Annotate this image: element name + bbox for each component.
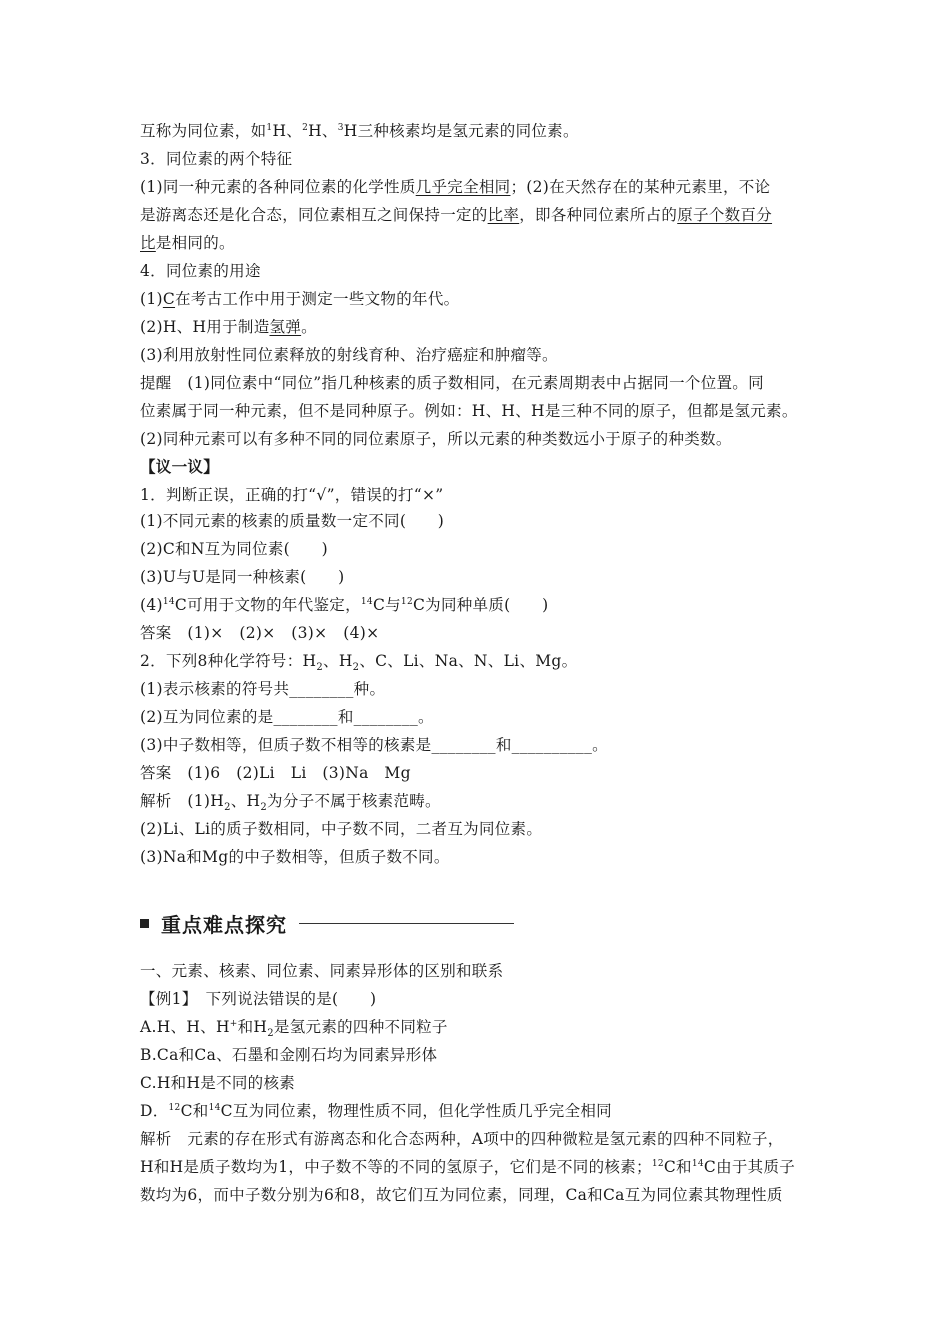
question-item: (2)互为同位素的是________和________。: [140, 708, 434, 726]
question-item: (3)中子数相等，但质子数不相等的核素是________和__________。: [140, 736, 608, 754]
discussion-heading: 【议一议】: [140, 457, 220, 476]
option-c: C.H和H是不同的核素: [140, 1074, 296, 1092]
underlined-answer: 氢弹: [269, 318, 302, 336]
text-line: (2)H、H用于制造氢弹。: [140, 318, 317, 336]
analysis-text: 解析 $(1)H_2$、$H_2$为分子不属于核素范畴。: [140, 792, 441, 814]
question-item: (1)不同元素的核素的质量数一定不同( ): [140, 512, 445, 530]
divider: [299, 923, 514, 924]
square-bullet-icon: [140, 919, 149, 928]
text-line: (3)利用放射性同位素释放的射线育种、治疗癌症和肿瘤等。: [140, 346, 558, 364]
text-line: 是游离态还是化合态，同位素相互之间保持一定的比率，即各种同位素所占的原子个数百分: [140, 206, 773, 224]
text-line: 比是相同的。: [140, 234, 235, 252]
answer-text: 答案 (1)6 (2)Li Li (3)Na Mg: [140, 764, 411, 782]
analysis-text: (2)Li、Li的质子数相同，中子数不同，二者互为同位素。: [140, 820, 543, 838]
underlined-answer: 比: [140, 234, 156, 252]
question-item: $(4)^{14}C$可用于文物的年代鉴定，$^{14}$C与$^{12}$C为同种单质( ): [140, 596, 549, 614]
heading-features: 3．同位素的两个特征: [140, 150, 293, 168]
section-title: 重点难点探究: [161, 912, 287, 937]
question-text: 1．判断正误，正确的打“√”，错误的打“×”: [140, 486, 444, 504]
question-item: (3)U与U是同一种核素( ): [140, 568, 345, 586]
subsection-title: 一、元素、核素、同位素、同素异形体的区别和联系: [140, 962, 504, 980]
underlined-answer: 比率: [487, 206, 520, 224]
underlined-answer: 几乎完全相同: [415, 178, 511, 196]
reminder-text: 提醒 (1)同位素中“同位”指几种核素的质子数相同，在元素周期表中占据同一个位置。同: [140, 374, 764, 392]
answer-text: 答案 (1)× (2)× (3)× (4)×: [140, 624, 380, 642]
analysis-text: 数均为6，而中子数分别为6和8，故它们互为同位素，同理，Ca和Ca互为同位素其物理性质: [140, 1186, 783, 1204]
underlined-answer: 原子个数百分: [677, 206, 773, 224]
text-line: (1)同一种元素的各种同位素的化学性质几乎完全相同；(2)在天然存在的某种元素里，不论: [140, 178, 771, 196]
heading-uses: 4．同位素的用途: [140, 262, 261, 280]
analysis-text: (3)Na和Mg的中子数相等，但质子数不同。: [140, 848, 450, 866]
reminder-text: 位素属于同一种元素，但不是同种原子。例如：H、H、H是三种不同的原子，但都是氢元素。: [140, 402, 798, 420]
underlined-answer: C: [162, 290, 176, 308]
question-item: (2)C和N互为同位素( ): [140, 540, 328, 558]
option-a: A.H、H、H+和$H_2$是氢元素的四种不同粒子: [140, 1018, 448, 1040]
example-question: 【例1】 下列说法错误的是( ): [140, 990, 377, 1008]
option-b: B.Ca和Ca、石墨和金刚石均为同素异形体: [140, 1046, 438, 1064]
question-item: (1)表示核素的符号共________种。: [140, 680, 386, 698]
analysis-text: 解析 元素的存在形式有游离态和化合态两种，A项中的四种微粒是氢元素的四种不同粒子，: [140, 1130, 784, 1148]
option-d: D．$^{12}$C和$^{14}$C互为同位素，物理性质不同，但化学性质几乎完全相同: [140, 1102, 612, 1120]
text-line: (1)C在考古工作中用于测定一些文物的年代。: [140, 290, 460, 308]
analysis-text: H和H是质子数均为1，中子数不等的不同的氢原子，它们是不同的核素；$^{12}$C和$^{14}$C由于其质子: [140, 1158, 796, 1176]
question-text: 2．下列8种化学符号：$H_2$、$H_2$、C、Li、Na、N、Li、Mg。: [140, 652, 578, 674]
text-line: 互称为同位素，如$^1$H、$^2$H、$^3$H三种核素均是氢元素的同位素。: [140, 122, 579, 140]
section-header: [140, 908, 514, 938]
reminder-text: (2)同种元素可以有多种不同的同位素原子，所以元素的种类数远小于原子的种类数。: [140, 430, 732, 448]
